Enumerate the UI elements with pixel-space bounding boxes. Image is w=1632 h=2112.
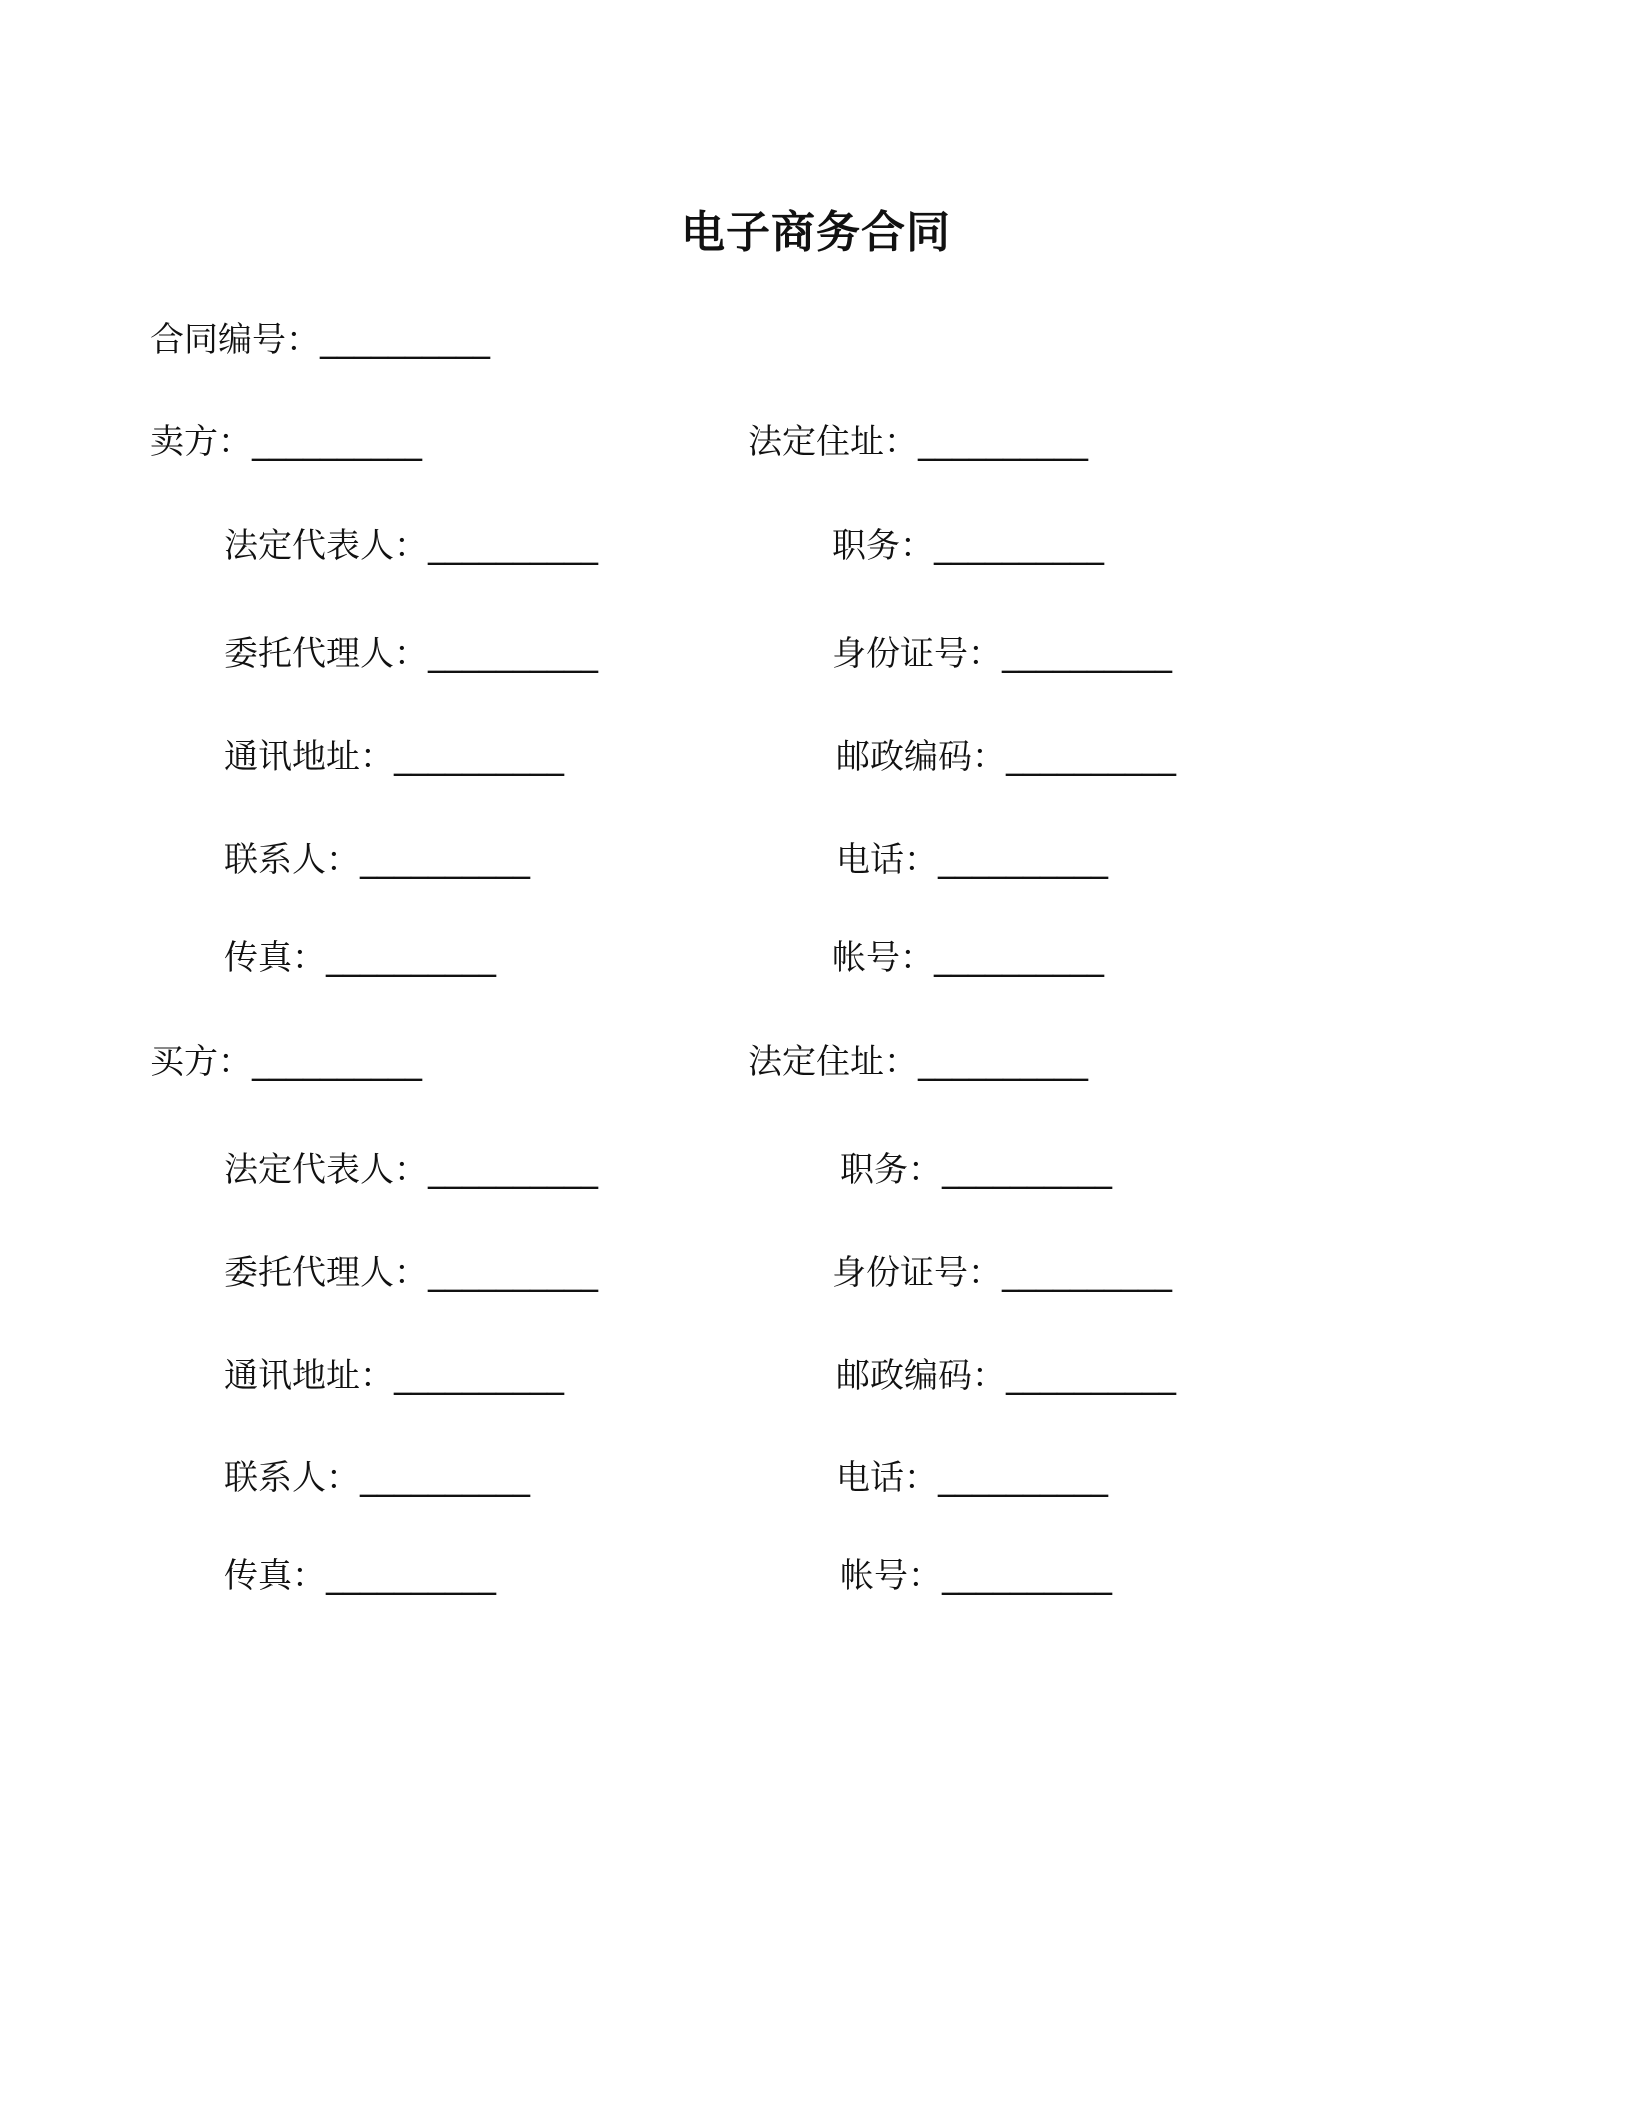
seller-phone-blank[interactable]: __________ bbox=[938, 840, 1108, 880]
seller-postcode-label: 邮政编码： bbox=[836, 737, 1006, 777]
buyer-mail-address-field bbox=[224, 1354, 564, 1398]
seller-position-field bbox=[832, 524, 1104, 568]
buyer-id-number-label: 身份证号： bbox=[832, 1253, 1002, 1293]
seller-agent-label: 委托代理人： bbox=[224, 634, 428, 674]
buyer-party-label: 买方： bbox=[150, 1042, 252, 1082]
buyer-postcode-field bbox=[836, 1354, 1176, 1398]
buyer-phone-blank[interactable]: __________ bbox=[938, 1458, 1108, 1498]
buyer-postcode-label: 邮政编码： bbox=[836, 1356, 1006, 1396]
buyer-phone-label: 电话： bbox=[836, 1458, 938, 1498]
seller-position-blank[interactable]: __________ bbox=[934, 526, 1104, 566]
buyer-agent-label: 委托代理人： bbox=[224, 1253, 428, 1293]
buyer-position-label: 职务： bbox=[840, 1150, 942, 1190]
buyer-fax-blank[interactable]: __________ bbox=[326, 1556, 496, 1596]
buyer-phone-field bbox=[836, 1456, 1108, 1500]
seller-position-label: 职务： bbox=[832, 526, 934, 566]
seller-mail-address-blank[interactable]: __________ bbox=[394, 737, 564, 777]
buyer-contact-blank[interactable]: __________ bbox=[360, 1458, 530, 1498]
buyer-agent-field bbox=[224, 1251, 598, 1295]
seller-phone-field bbox=[836, 838, 1108, 882]
seller-phone-label: 电话： bbox=[836, 840, 938, 880]
seller-postcode-field bbox=[836, 735, 1176, 779]
buyer-contact-label: 联系人： bbox=[224, 1458, 360, 1498]
seller-party-field bbox=[150, 420, 422, 464]
buyer-legal-rep-label: 法定代表人： bbox=[224, 1150, 428, 1190]
seller-address-field bbox=[748, 420, 1088, 464]
buyer-address-field bbox=[748, 1040, 1088, 1084]
seller-account-field bbox=[832, 936, 1104, 980]
contract-number-label: 合同编号： bbox=[150, 320, 320, 360]
seller-address-blank[interactable]: __________ bbox=[918, 422, 1088, 462]
buyer-position-blank[interactable]: __________ bbox=[942, 1150, 1112, 1190]
buyer-account-label: 帐号： bbox=[840, 1556, 942, 1596]
document-title: 电子商务合同 bbox=[681, 207, 951, 258]
seller-id-number-label: 身份证号： bbox=[832, 634, 1002, 674]
buyer-position-field bbox=[840, 1148, 1112, 1192]
seller-mail-address-label: 通讯地址： bbox=[224, 737, 394, 777]
seller-fax-blank[interactable]: __________ bbox=[326, 938, 496, 978]
contract-number-field bbox=[150, 318, 490, 362]
seller-id-number-blank[interactable]: __________ bbox=[1002, 634, 1172, 674]
buyer-party-blank[interactable]: __________ bbox=[252, 1042, 422, 1082]
seller-contact-field bbox=[224, 838, 530, 882]
seller-legal-rep-field bbox=[224, 524, 598, 568]
seller-id-number-field bbox=[832, 632, 1172, 676]
seller-party-blank[interactable]: __________ bbox=[252, 422, 422, 462]
seller-address-label: 法定住址： bbox=[748, 422, 918, 462]
buyer-id-number-blank[interactable]: __________ bbox=[1002, 1253, 1172, 1293]
buyer-fax-field bbox=[224, 1554, 496, 1598]
seller-contact-blank[interactable]: __________ bbox=[360, 840, 530, 880]
seller-agent-field bbox=[224, 632, 598, 676]
buyer-account-blank[interactable]: __________ bbox=[942, 1556, 1112, 1596]
buyer-account-field bbox=[840, 1554, 1112, 1598]
seller-postcode-blank[interactable]: __________ bbox=[1006, 737, 1176, 777]
seller-mail-address-field bbox=[224, 735, 564, 779]
buyer-party-field bbox=[150, 1040, 422, 1084]
buyer-fax-label: 传真： bbox=[224, 1556, 326, 1596]
seller-legal-rep-blank[interactable]: __________ bbox=[428, 526, 598, 566]
seller-legal-rep-label: 法定代表人： bbox=[224, 526, 428, 566]
seller-account-blank[interactable]: __________ bbox=[934, 938, 1104, 978]
buyer-mail-address-blank[interactable]: __________ bbox=[394, 1356, 564, 1396]
buyer-legal-rep-blank[interactable]: __________ bbox=[428, 1150, 598, 1190]
seller-contact-label: 联系人： bbox=[224, 840, 360, 880]
buyer-address-blank[interactable]: __________ bbox=[918, 1042, 1088, 1082]
contract-number-blank[interactable]: __________ bbox=[320, 320, 490, 360]
buyer-id-number-field bbox=[832, 1251, 1172, 1295]
seller-party-label: 卖方： bbox=[150, 422, 252, 462]
seller-account-label: 帐号： bbox=[832, 938, 934, 978]
buyer-agent-blank[interactable]: __________ bbox=[428, 1253, 598, 1293]
buyer-postcode-blank[interactable]: __________ bbox=[1006, 1356, 1176, 1396]
seller-agent-blank[interactable]: __________ bbox=[428, 634, 598, 674]
buyer-address-label: 法定住址： bbox=[748, 1042, 918, 1082]
buyer-legal-rep-field bbox=[224, 1148, 598, 1192]
buyer-contact-field bbox=[224, 1456, 530, 1500]
buyer-mail-address-label: 通讯地址： bbox=[224, 1356, 394, 1396]
seller-fax-field bbox=[224, 936, 496, 980]
seller-fax-label: 传真： bbox=[224, 938, 326, 978]
